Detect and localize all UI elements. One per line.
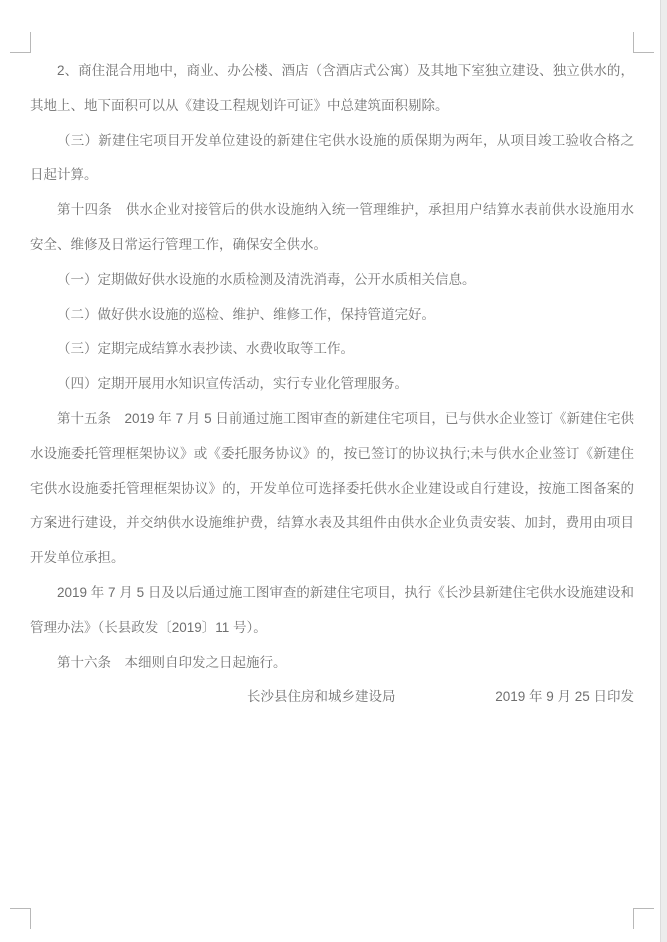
paragraph-commercial-mixed-land: 2、商住混合用地中，商业、办公楼、酒店（含酒店式公寓）及其地下室独立建设、独立供水的，其地上、地下面积可以从《建设工程规划许可证》中总建筑面积剔除。 [30, 63, 634, 113]
paragraph-article-16: 第十六条 本细则自印发之日起施行。 [57, 654, 287, 670]
page-edge-strip [660, 0, 667, 942]
paragraph-article-14-item-3: （三）定期完成结算水表抄读、水费收取等工作。 [57, 341, 354, 357]
print-date: 2019 年 9 月 25 日印发 [495, 689, 634, 705]
paragraph-article-14-item-2: （二）做好供水设施的巡检、维护、维修工作，保持管道完好。 [57, 306, 435, 322]
document-page [30, 54, 634, 715]
paragraph-article-14: 第十四条 供水企业对接管后的供水设施纳入统一管理维护，承担用户结算水表前供水设施用水安全、维修及日常运行管理工作，确保安全供水。 [30, 202, 634, 252]
signature-line [30, 680, 634, 715]
margin-crop-mark-top-right [633, 32, 654, 53]
margin-crop-mark-bottom-left [10, 908, 31, 929]
paragraph-article-14-item-4: （四）定期开展用水知识宣传活动，实行专业化管理服务。 [57, 376, 408, 392]
margin-crop-mark-top-left [10, 32, 31, 53]
paragraph-warranty-period: （三）新建住宅项目开发单位建设的新建住宅供水设施的质保期为两年，从项目竣工验收合格之日起计算。 [30, 132, 634, 183]
paragraph-article-14-item-1: （一）定期做好供水设施的水质检测及清洗消毒，公开水质相关信息。 [57, 271, 476, 287]
paragraph-article-15: 第十五条 2019 年 7 月 5 日前通过施工图审查的新建住宅项目，已与供水企业签订《新建住宅供水设施委托管理框架协议》或《委托服务协议》的，按已签订的协议执行;未与供水企业签订《新建住宅供水设施委托管理框架协议》的，开发单位可选择委托供水企业建设或自行建设，按施工图备案的方案进行建设，并交纳供水设施维护费，结算水表及其组件由供水企业负责安装、加封，费用由项目开发单位承担。 [30, 410, 634, 566]
issuing-agency: 长沙县住房和城乡建设局 [247, 689, 396, 705]
margin-crop-mark-bottom-right [633, 908, 654, 929]
paragraph-after-july-2019: 2019 年 7 月 5 日及以后通过施工图审查的新建住宅项目，执行《长沙县新建住宅供水设施建设和管理办法》（长县政发〔2019〕11 号）。 [30, 584, 634, 635]
